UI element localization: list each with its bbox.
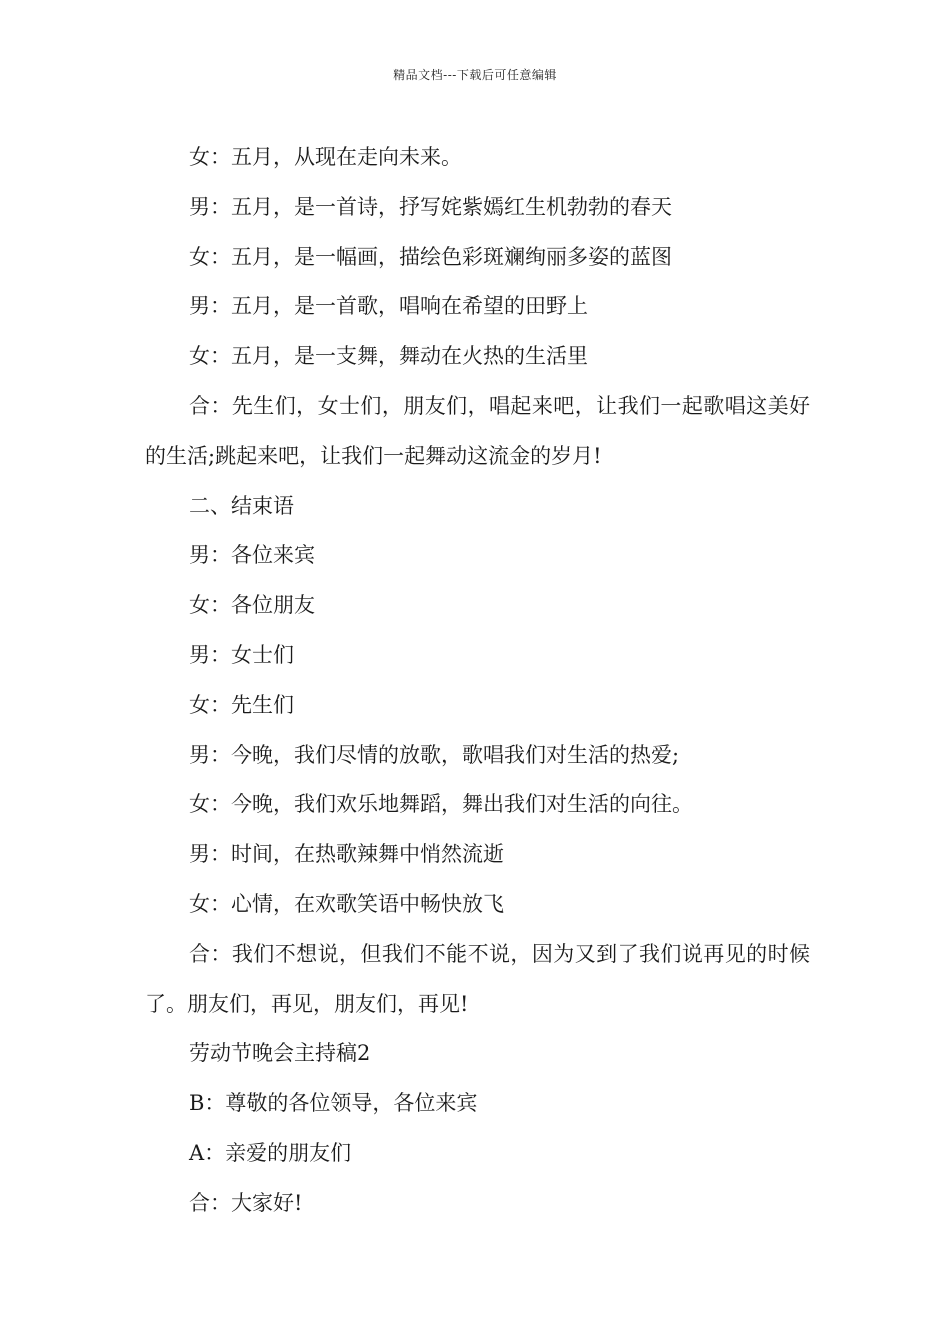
dialogue-line: 男：时间，在热歌辣舞中悄然流逝 xyxy=(189,842,504,867)
dialogue-line: 女：先生们 xyxy=(189,692,294,717)
dialogue-paragraph: 合：我们不想说，但我们不能不说，因为又到了我们说再见的时候了。朋友们，再见，朋友们，再见! xyxy=(145,941,810,1016)
dialogue-line: A：亲爱的朋友们 xyxy=(189,1140,352,1165)
dialogue-line: 女：五月，是一支舞，舞动在火热的生活里 xyxy=(189,344,588,369)
dialogue-line: 男：女士们 xyxy=(189,642,294,667)
dialogue-paragraph: 合：先生们，女士们，朋友们，唱起来吧，让我们一起歌唱这美好的生活;跳起来吧，让我们一起舞动这流金的岁月! xyxy=(145,393,810,468)
dialogue-line: 男：今晚，我们尽情的放歌，歌唱我们对生活的热爱; xyxy=(189,742,680,767)
page-header: 精品文档---下载后可任意编辑 xyxy=(393,68,557,82)
dialogue-line: B：尊敬的各位领导，各位来宾 xyxy=(189,1091,478,1116)
dialogue-line: 女：五月，是一幅画，描绘色彩斑斓绚丽多姿的蓝图 xyxy=(189,244,672,269)
section-heading: 二、结束语 xyxy=(189,493,294,518)
dialogue-line: 合：大家好! xyxy=(189,1190,303,1215)
dialogue-line: 女：今晚，我们欢乐地舞蹈，舞出我们对生活的向往。 xyxy=(189,792,693,817)
dialogue-line: 女：各位朋友 xyxy=(189,593,315,618)
document-body xyxy=(145,133,810,1229)
dialogue-line: 男：各位来宾 xyxy=(189,543,315,568)
dialogue-line: 男：五月，是一首歌，唱响在希望的田野上 xyxy=(189,294,588,319)
dialogue-line: 男：五月，是一首诗，抒写姹紫嫣红生机勃勃的春天 xyxy=(189,194,672,219)
dialogue-line: 女：五月，从现在走向未来。 xyxy=(189,145,462,169)
section-title: 劳动节晚会主持稿2 xyxy=(189,1041,371,1066)
dialogue-line: 女：心情，在欢歌笑语中畅快放飞 xyxy=(189,891,504,916)
